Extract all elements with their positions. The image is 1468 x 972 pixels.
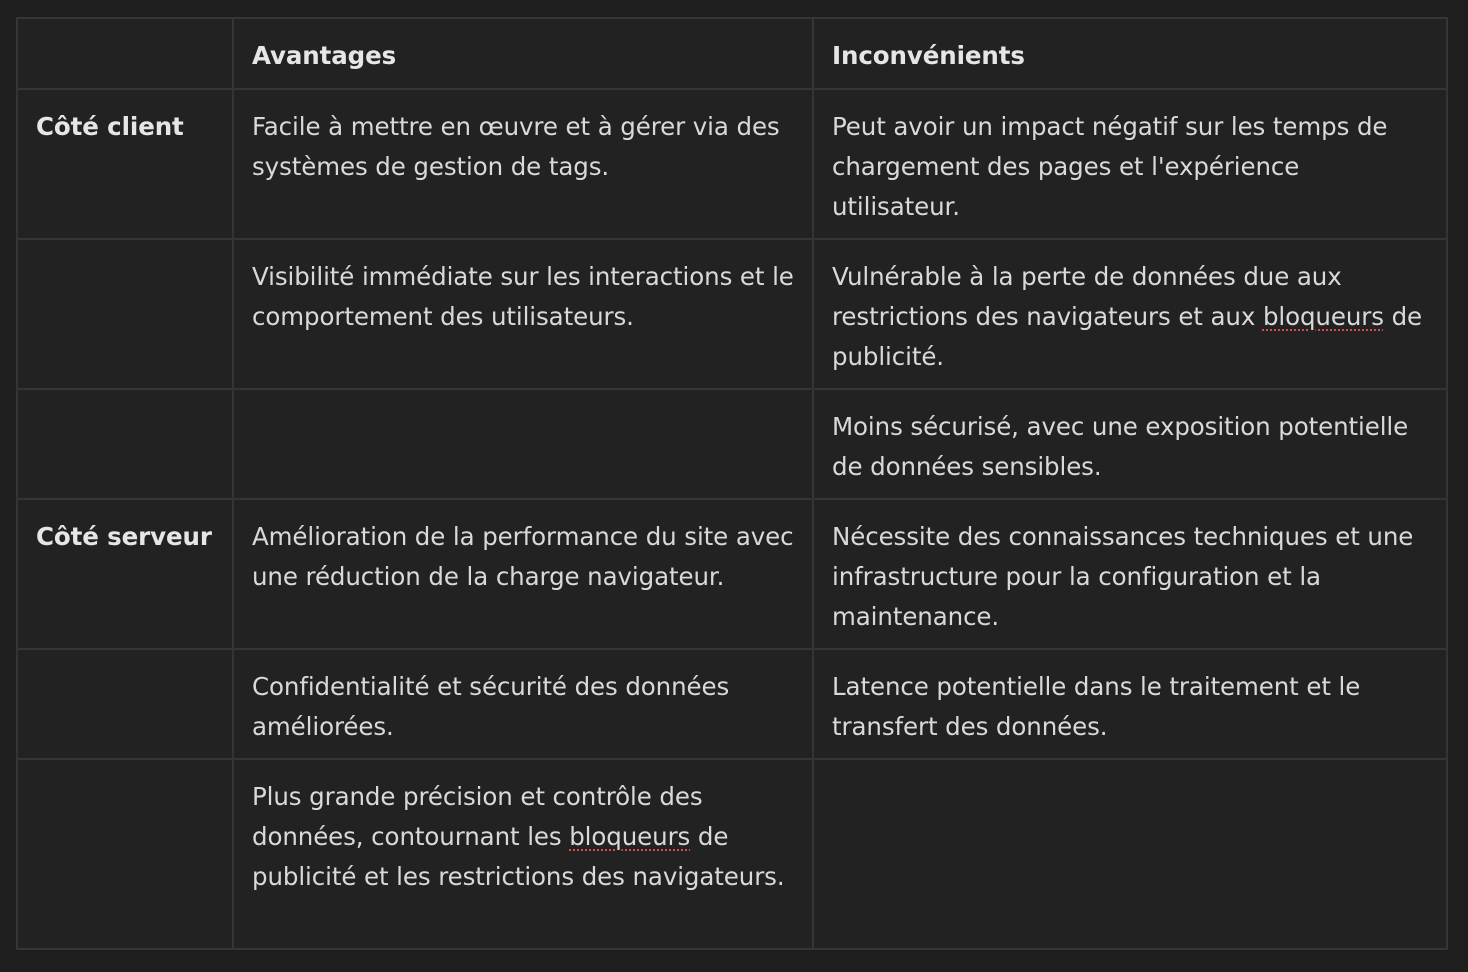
header-cell-disadvantages: Inconvénients [813, 18, 1447, 89]
header-cell-advantages: Avantages [233, 18, 813, 89]
advantage-cell[interactable]: Visibilité immédiate sur les interactions et le comportement des utilisateurs. [233, 239, 813, 389]
disadvantage-cell[interactable]: Peut avoir un impact négatif sur les temps de chargement des pages et l'expérience utilisateur. [813, 89, 1447, 239]
comparison-table-container [16, 17, 1446, 950]
advantage-cell[interactable]: Facile à mettre en œuvre et à gérer via des systèmes de gestion de tags. [233, 89, 813, 239]
table-row [17, 89, 1447, 239]
advantage-cell[interactable] [233, 389, 813, 499]
text-fragment: Plus grande précision et contrôle des données, contournant les [252, 782, 703, 851]
table-row [17, 239, 1447, 389]
text-fragment: de publicité et les restrictions des navigateurs. [252, 822, 785, 891]
row-header-empty [17, 649, 233, 759]
text-fragment: Vulnérable à la perte de données due aux restrictions des navigateurs et aux [832, 262, 1342, 331]
text-fragment: de publicité. [832, 302, 1423, 371]
row-header-server: Côté serveur [17, 499, 233, 649]
misspelled-word[interactable]: bloqueurs [569, 822, 691, 851]
misspelled-word[interactable]: bloqueurs [1262, 302, 1384, 331]
disadvantage-cell[interactable]: Nécessite des connaissances techniques et une infrastructure pour la configuration et la maintenance. [813, 499, 1447, 649]
advantage-cell[interactable]: Confidentialité et sécurité des données améliorées. [233, 649, 813, 759]
table-row [17, 389, 1447, 499]
row-header-empty [17, 389, 233, 499]
disadvantage-cell[interactable] [813, 239, 1447, 389]
advantage-cell[interactable] [233, 759, 813, 949]
row-header-empty [17, 239, 233, 389]
table-row [17, 499, 1447, 649]
advantage-cell[interactable]: Amélioration de la performance du site avec une réduction de la charge navigateur. [233, 499, 813, 649]
header-cell-empty [17, 18, 233, 89]
comparison-table [16, 17, 1448, 950]
table-row [17, 759, 1447, 949]
row-header-client: Côté client [17, 89, 233, 239]
table-header-row [17, 18, 1447, 89]
table-row [17, 649, 1447, 759]
disadvantage-cell[interactable]: Latence potentielle dans le traitement et le transfert des données. [813, 649, 1447, 759]
row-header-empty [17, 759, 233, 949]
disadvantage-cell[interactable]: Moins sécurisé, avec une exposition potentielle de données sensibles. [813, 389, 1447, 499]
disadvantage-cell[interactable] [813, 759, 1447, 949]
